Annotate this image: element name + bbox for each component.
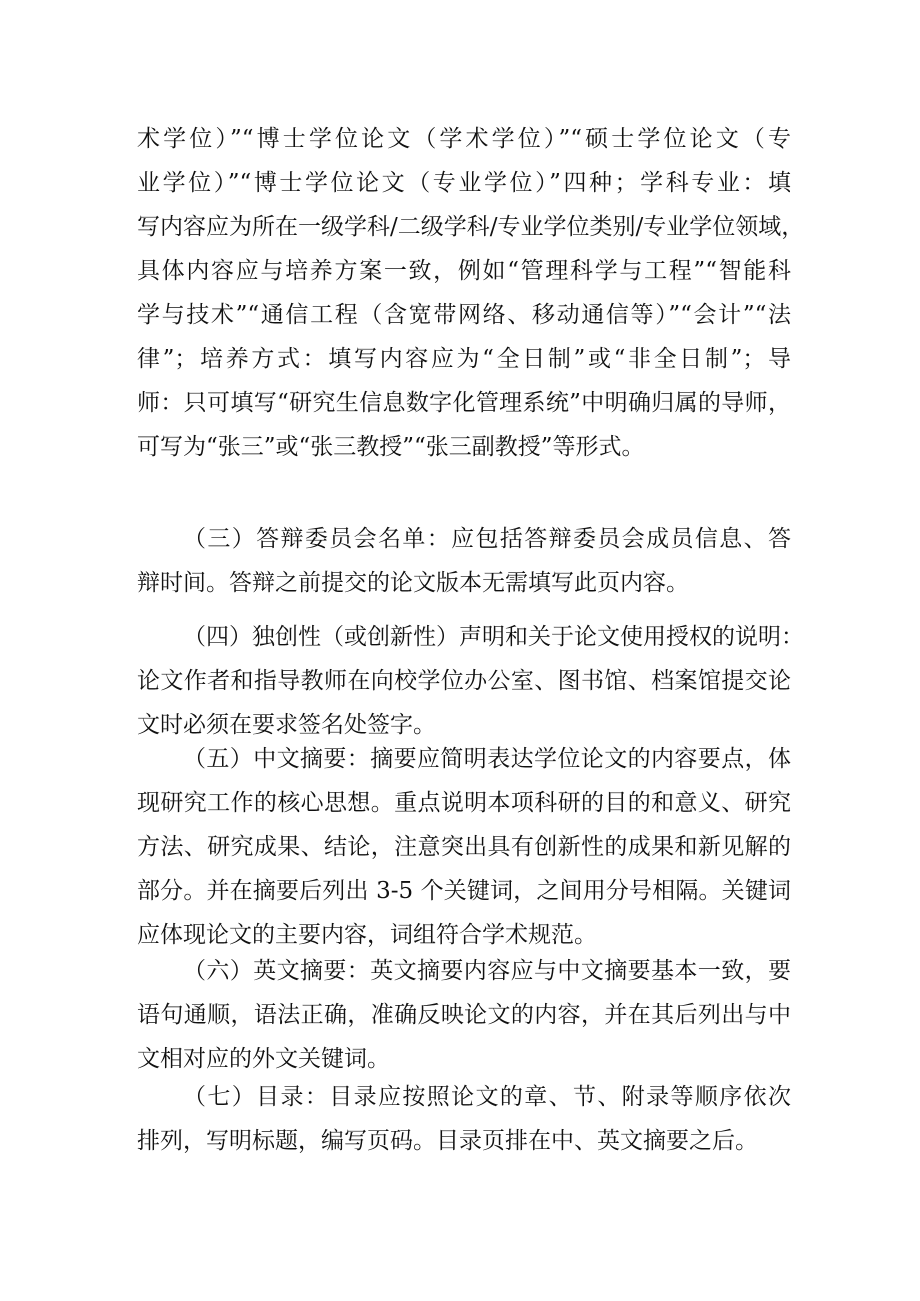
paragraph-originality (137, 615, 804, 747)
text-line: 可写为“张三”或“张三教授”“张三副教授”等形式。 (137, 434, 645, 460)
paragraph-english-abstract (137, 949, 791, 1081)
text-line: （六）英文摘要：英文摘要内容应与中文摘要基本一致，要 (183, 958, 791, 984)
text-line: 文相对应的外文关键词。 (137, 1046, 390, 1072)
paragraph-continuation (137, 117, 805, 469)
text-line: 排列，写明标题，编写页码。目录页排在中、英文摘要之后。 (137, 1128, 758, 1154)
text-line: （三）答辩委员会名单：应包括答辩委员会成员信息、答 (183, 526, 791, 552)
text-line: 术学位）”“博士学位论文（学术学位）”“硕士学位论文（专 (137, 126, 791, 152)
text-line: 方法、研究成果、结论，注意突出具有创新性的成果和新见解的 (137, 834, 791, 860)
paragraph-toc (137, 1075, 791, 1163)
text-line: 语句通顺，语法正确，准确反映论文的内容，并在其后列出与中 (137, 1002, 791, 1028)
text-line: 师：只可填写“研究生信息数字化管理系统”中明确归属的导师， (137, 390, 791, 416)
text-line: 具体内容应与培养方案一致，例如“管理科学与工程”“智能科 (137, 258, 791, 284)
text-line: 业学位）”“博士学位论文（专业学位）”四种；学科专业：填 (137, 170, 791, 196)
text-line: 部分。并在摘要后列出 3-5 个关键词，之间用分号相隔。关键词 (137, 878, 791, 904)
text-line: 写内容应为所在一级学科/二级学科/专业学位类别/专业学位领域， (137, 214, 805, 240)
text-line: 论文作者和指导教师在向校学位办公室、图书馆、档案馆提交论 (137, 668, 791, 694)
text-line: 学与技术”“通信工程（含宽带网络、移动通信等）”“会计”“法 (137, 302, 791, 328)
text-line: 现研究工作的核心思想。重点说明本项科研的目的和意义、研究 (137, 790, 791, 816)
text-line: 应体现论文的主要内容，词组符合学术规范。 (137, 922, 597, 948)
text-line: 辩时间。答辩之前提交的论文版本无需填写此页内容。 (137, 570, 689, 596)
text-line: （四）独创性（或创新性）声明和关于论文使用授权的说明： (183, 624, 804, 650)
text-line: （七）目录：目录应按照论文的章、节、附录等顺序依次 (183, 1084, 791, 1110)
text-line: 文时必须在要求签名处签字。 (137, 712, 436, 738)
paragraph-chinese-abstract (137, 737, 791, 957)
text-line: （五）中文摘要：摘要应简明表达学位论文的内容要点，体 (183, 746, 791, 772)
text-line: 律”；培养方式：填写内容应为“全日制”或“非全日制”；导 (137, 346, 791, 372)
paragraph-committee (137, 517, 791, 605)
